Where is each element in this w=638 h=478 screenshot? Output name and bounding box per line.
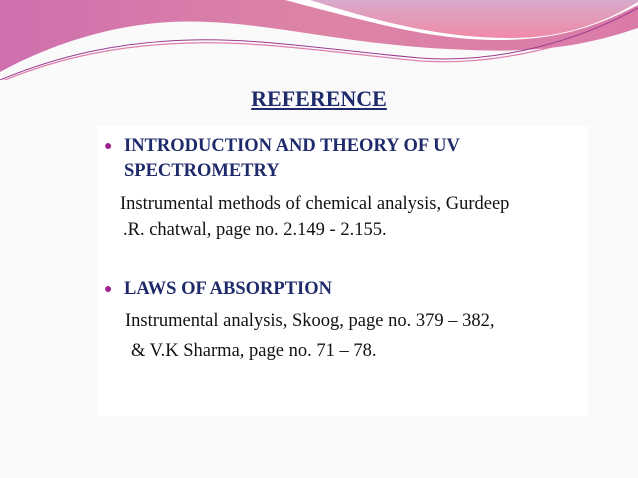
heading-line: INTRODUCTION AND THEORY OF UV: [124, 136, 460, 156]
reference-text: & V.K Sharma, page no. 71 – 78.: [131, 341, 377, 361]
heading-line: LAWS OF ABSORPTION: [124, 279, 332, 299]
page-title: REFERENCE: [251, 86, 387, 111]
reference-text: Instrumental analysis, Skoog, page no. 379 – 382,: [125, 311, 495, 331]
section-heading-uv: [104, 134, 460, 184]
reference-text: Instrumental methods of chemical analysis, Gurdeep: [120, 194, 510, 214]
bullet-icon: ●: [104, 139, 113, 154]
heading-line: SPECTROMETRY: [124, 161, 280, 181]
section-heading-absorption: [104, 277, 332, 302]
bullet-icon: ●: [104, 282, 113, 297]
reference-text: .R. chatwal, page no. 2.149 - 2.155.: [123, 220, 387, 240]
decorative-wave-banner: [0, 0, 638, 80]
